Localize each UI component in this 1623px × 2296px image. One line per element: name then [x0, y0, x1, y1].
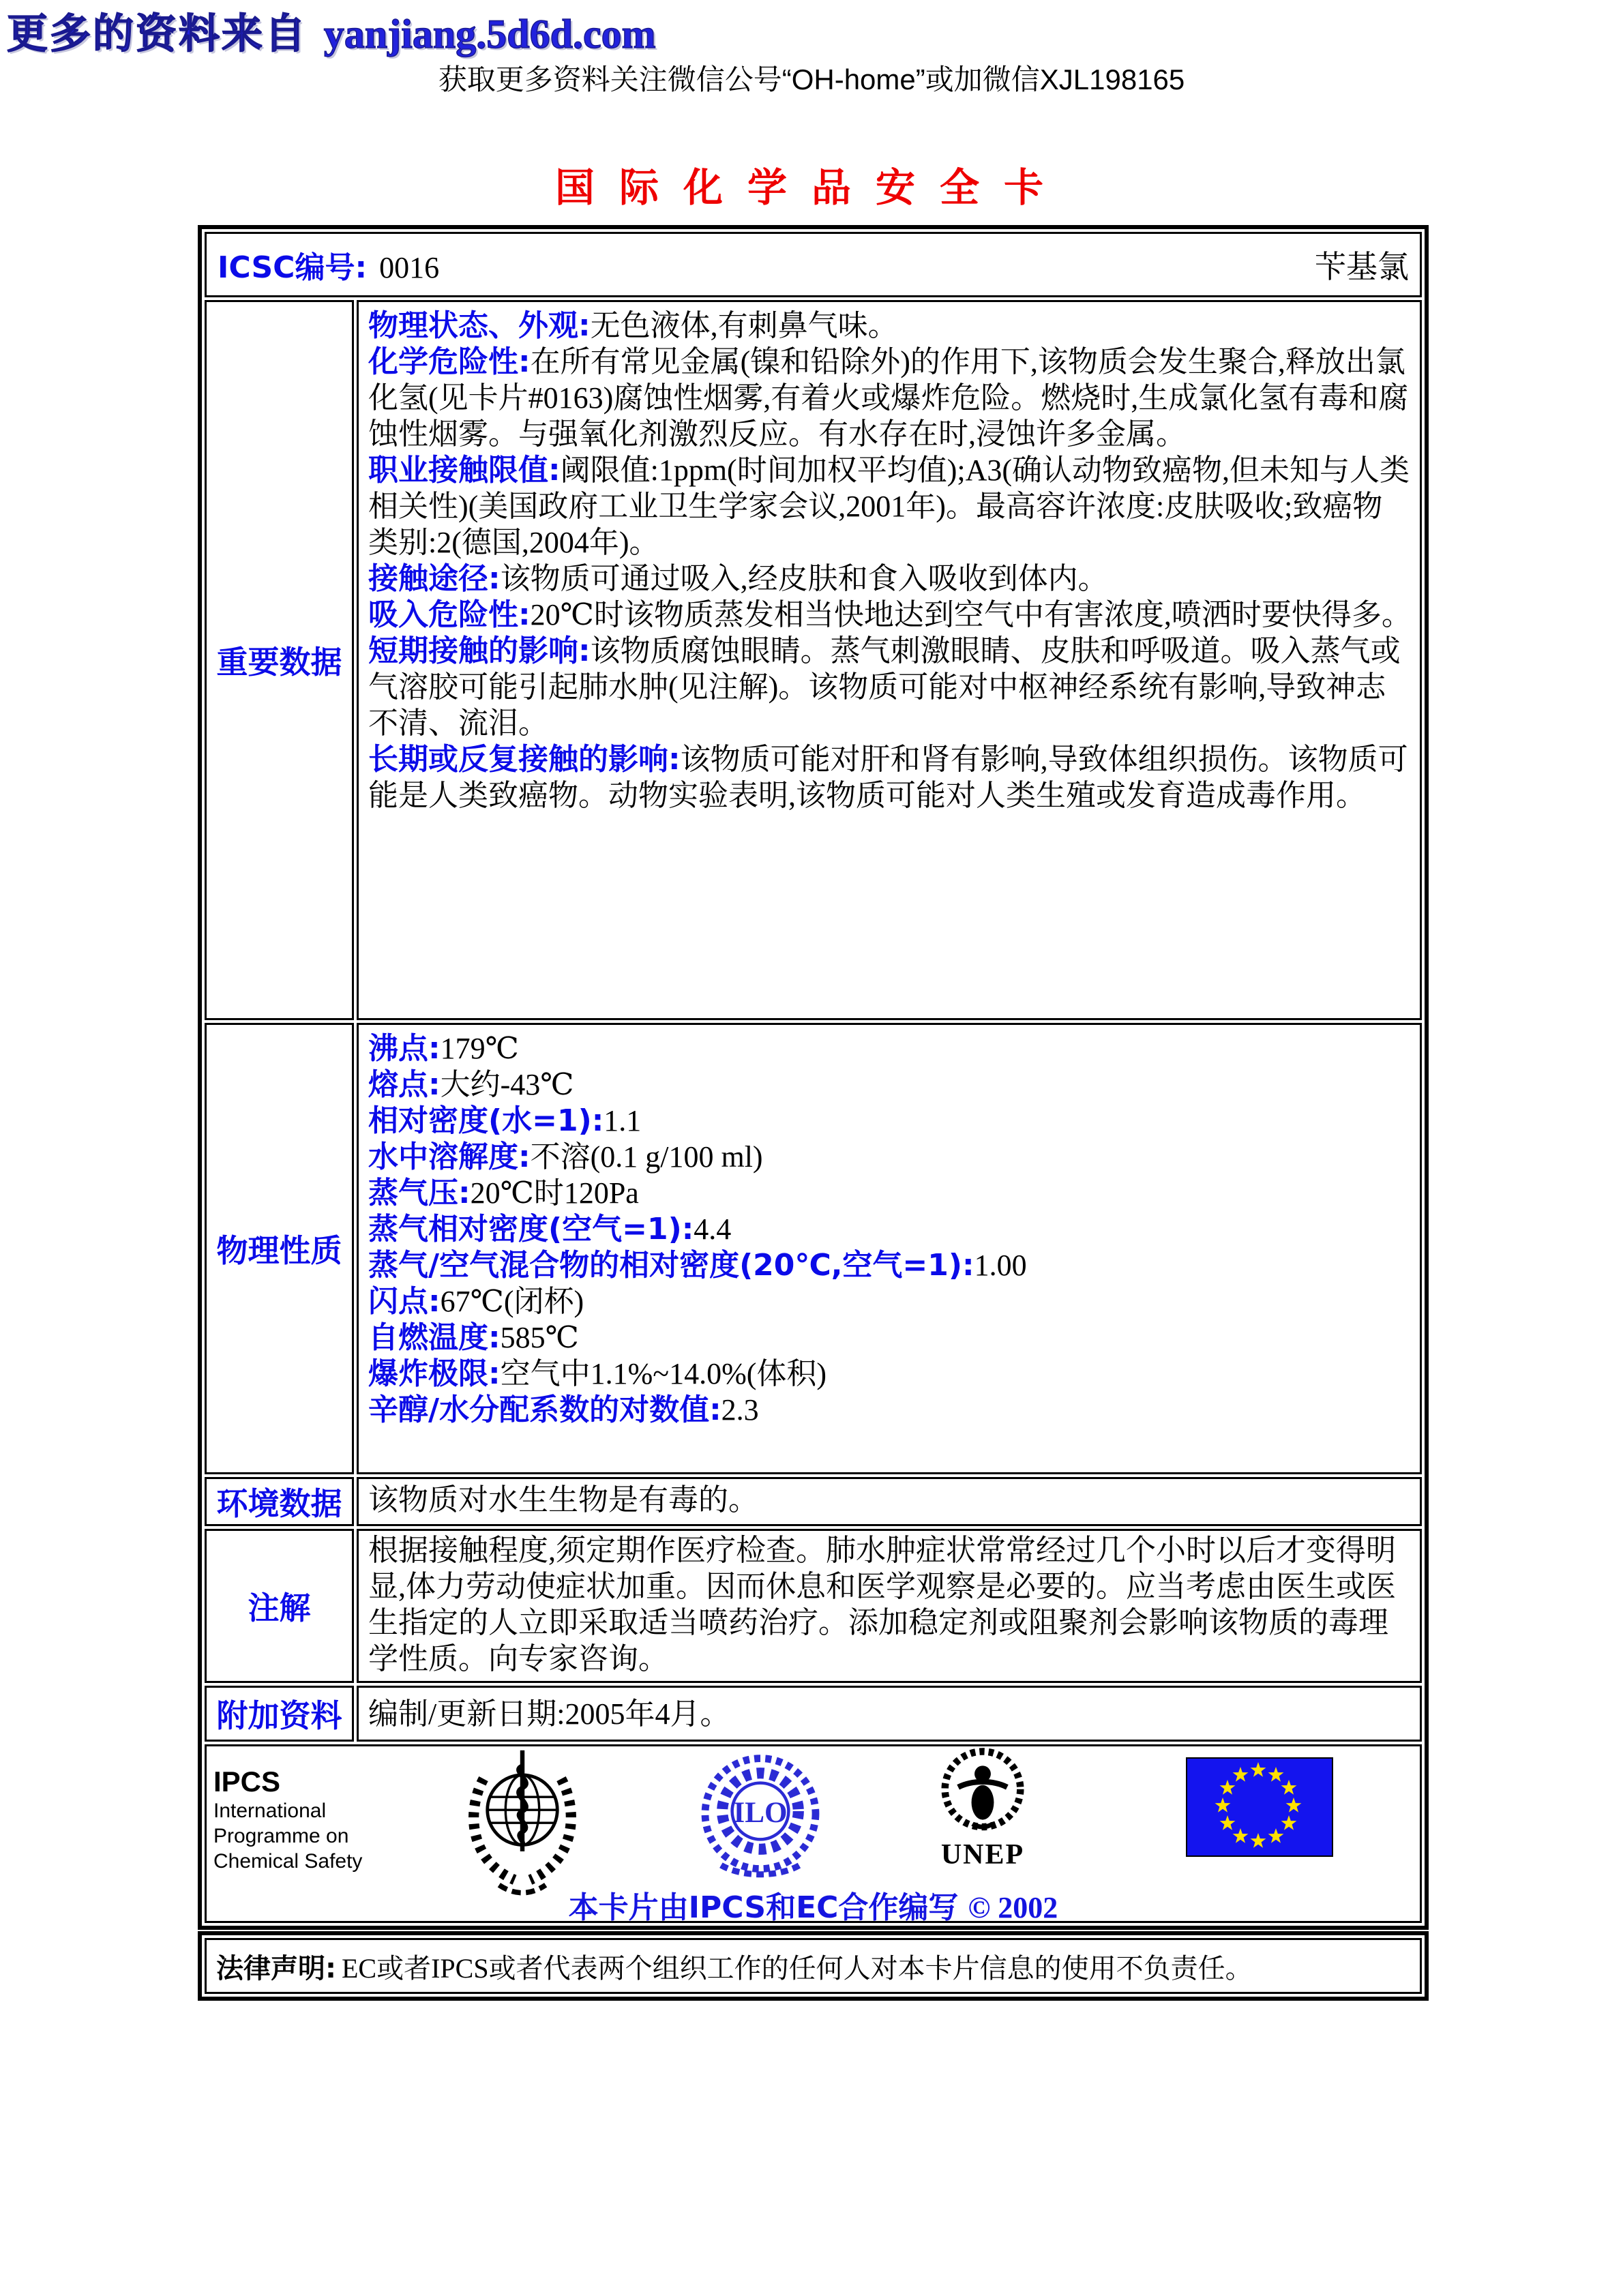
- logos-cell: [205, 1744, 1422, 1923]
- safety-card-table: [198, 225, 1429, 1930]
- important-data-row: [205, 300, 1422, 1020]
- prop-explosive-limits: 爆炸极限:空气中1.1%~14.0%(体积): [368, 1356, 827, 1391]
- field-short-term-effects: 短期接触的影响:该物质腐蚀眼睛。蒸气刺激眼睛、皮肤和呼吸道。吸入蒸气或气溶胶可能引起肺水肿(见注解)。该物质可能对中枢神经系统有影响,导致神志不清、流泪。: [368, 633, 1401, 740]
- prop-melting-point: 熔点:大约-43℃: [368, 1067, 574, 1102]
- field-physical-state: 物理状态、外观:无色液体,有刺鼻气味。: [368, 308, 898, 343]
- prop-flash-point: 闪点:67℃(闭杯): [368, 1284, 584, 1319]
- icsc-number-label: ICSC编号:: [218, 250, 368, 285]
- ilo-logo-icon: [699, 1752, 822, 1883]
- icsc-header-row: [205, 232, 1422, 297]
- additional-info-row: [205, 1686, 1422, 1742]
- field-long-term-effects: 长期或反复接触的影响:该物质可能对肝和肾有影响,导致体组织损伤。该物质可能是人类致癌物。动物实验表明,该物质可能对人类生殖或发育造成毒作用。: [368, 742, 1408, 812]
- notes-content: 根据接触程度,须定期作医疗检查。肺水肿症状常常经过几个小时以后才变得明显,体力劳动使症状加重。因而休息和医学观察是必要的。应当考虑由医生或医生指定的人立即采取适当喷药治疗。添加稳定剂或阻聚剂会影响该物质的毒理学性质。向专家咨询。: [357, 1529, 1422, 1683]
- row-label-important: 重要数据: [205, 300, 354, 1020]
- legal-statement-box: [198, 1931, 1429, 2001]
- legal-statement-cell: [205, 1938, 1422, 1994]
- caption-text: 本卡片由IPCS和EC合作编写: [568, 1890, 959, 1925]
- unep-logo-block: [928, 1746, 1037, 1871]
- important-data-content: [357, 300, 1422, 1020]
- footer-caption: [207, 1883, 1420, 1926]
- row-label-environment: 环境数据: [205, 1477, 354, 1526]
- icsc-number-group: [218, 243, 439, 286]
- unep-logo-text: UNEP: [940, 1839, 1025, 1870]
- field-exposure-routes: 接触途径:该物质可通过吸入,经皮肤和食入吸收到体内。: [368, 561, 1108, 596]
- svg-text:ILO: ILO: [733, 1797, 788, 1830]
- physical-properties-content: [357, 1023, 1422, 1474]
- row-label-notes: 注解: [205, 1529, 354, 1683]
- unep-logo-icon: [932, 1746, 1034, 1839]
- prop-vapor-air-density: 蒸气/空气混合物的相对密度(20℃,空气=1):1.00: [368, 1248, 1027, 1283]
- prop-relative-density: 相对密度(水=1):1.1: [368, 1103, 642, 1138]
- legal-label: 法律声明:: [216, 1952, 336, 1984]
- prop-vapor-density: 蒸气相对密度(空气=1):4.4: [368, 1212, 732, 1247]
- prop-boiling-point: 沸点:179℃: [368, 1031, 519, 1066]
- prop-logp: 辛醇/水分配系数的对数值:2.3: [368, 1392, 759, 1427]
- field-occupational-limits: 职业接触限值:阈限值:1ppm(时间加权平均值);A3(确认动物致癌物,但未知与人类相关性)(美国政府工业卫生学家会议,2001年)。最高容许浓度:皮肤吸收;致癌物类别:2(德国,2004年)。: [368, 453, 1410, 559]
- physical-properties-row: [205, 1023, 1422, 1474]
- row-label-physical: 物理性质: [205, 1023, 354, 1474]
- row-label-additional: 附加资料: [205, 1686, 354, 1742]
- field-chemical-danger: 化学危险性:在所有常见金属(镍和铅除外)的作用下,该物质会发生聚合,释放出氯化氢(见卡片#0163)腐蚀性烟雾,有着火或爆炸危险。燃烧时,生成氯化氢有毒和腐蚀性烟雾。与强氧化剂激烈反应。有水存在时,浸蚀许多金属。: [368, 344, 1409, 451]
- additional-info-content: 编制/更新日期:2005年4月。: [357, 1686, 1422, 1742]
- icsc-number-value: 0016: [379, 251, 440, 284]
- environment-data-content: 该物质对水生生物是有毒的。: [357, 1477, 1422, 1526]
- ipcs-text-block: IPCS International Programme on Chemical Safety: [213, 1765, 363, 1873]
- banner-link[interactable]: yanjiang.5d6d.com: [323, 12, 656, 57]
- eu-flag-icon: [1186, 1757, 1333, 1857]
- prop-water-solubility: 水中溶解度:不溶(0.1 g/100 ml): [368, 1139, 763, 1174]
- banner-text: 更多的资料来自: [7, 10, 324, 58]
- notes-row: [205, 1529, 1422, 1683]
- ipcs-acronym: IPCS: [213, 1765, 281, 1798]
- prop-autoignition-temp: 自燃温度:585℃: [368, 1320, 579, 1355]
- chemical-name: 苄基氯: [1315, 250, 1409, 284]
- copyright-text: © 2002: [968, 1891, 1058, 1924]
- prop-vapor-pressure: 蒸气压:20℃时120Pa: [368, 1176, 639, 1210]
- environment-data-row: [205, 1477, 1422, 1526]
- page-title: 国际化学品安全卡: [554, 166, 1068, 210]
- field-inhalation-risk: 吸入危险性:20℃时该物质蒸发相当快地达到空气中有害浓度,喷洒时要快得多。: [368, 597, 1412, 632]
- logos-row: [205, 1744, 1422, 1923]
- legal-text: EC或者IPCS或者代表两个组织工作的任何人对本卡片信息的使用不负责任。: [342, 1952, 1253, 1984]
- site-banner: [7, 1, 656, 60]
- wechat-banner: 获取更多资料关注微信公号“OH-home”或加微信XJL198165: [438, 63, 1185, 95]
- icsc-header-cell: [205, 232, 1422, 297]
